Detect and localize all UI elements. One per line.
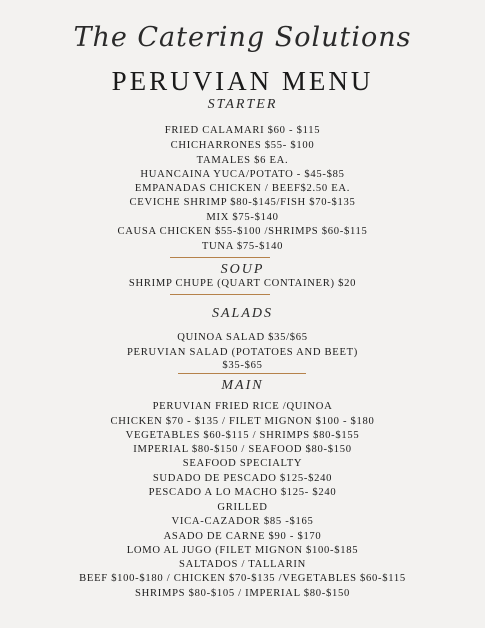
menu-item: HUANCAINA YUCA/POTATO - $45-$85 [140, 169, 345, 180]
menu-item: CAUSA CHICKEN $55-$100 /SHRIMPS $60-$115 [117, 226, 368, 237]
menu-item: SALTADOS / TALLARIN [179, 559, 306, 570]
menu-item: CHICHARRONES $55- $100 [170, 140, 315, 151]
section-heading-soup: SOUP [220, 262, 265, 277]
menu-item: LOMO AL JUGO (FILET MIGNON $100-$185 [126, 545, 359, 556]
menu-item: ASADO DE CARNE $90 - $170 [163, 531, 322, 542]
divider-rule [178, 373, 306, 374]
menu-item: CEVICHE SHRIMP $80-$145/FISH $70-$135 [129, 197, 356, 208]
menu-item: PESCADO A LO MACHO $125- $240 [148, 487, 337, 498]
menu-item: PERUVIAN FRIED RICE /QUINOA [152, 401, 333, 412]
menu-item: QUINOA SALAD $35/$65 [177, 332, 308, 343]
menu-item: SHRIMPS $80-$105 / IMPERIAL $80-$150 [135, 588, 350, 599]
divider-rule [170, 257, 270, 258]
menu-item: MIX $75-$140 [206, 212, 279, 223]
menu-title: PERUVIAN MENU [111, 66, 374, 96]
menu-item: VICA-CAZADOR $85 -$165 [171, 516, 314, 527]
menu-item: SUDADO DE PESCADO $125-$240 [152, 473, 333, 484]
menu-item: CHICKEN $70 - $135 / FILET MIGNON $100 - $180 [110, 416, 375, 427]
menu-item: VEGETABLES $60-$115 / SHRIMPS $80-$155 [125, 430, 360, 441]
section-heading-salads: SALADS [212, 306, 273, 321]
section-heading-starter: STARTER [207, 97, 278, 112]
menu-item: $35-$65 [222, 360, 263, 371]
divider-rule [170, 294, 270, 295]
brand-script-title: The Catering Solutions [73, 22, 412, 53]
section-heading-main: MAIN [221, 378, 264, 393]
menu-item: BEEF $100-$180 / CHICKEN $70-$135 /VEGETABLES $60-$115 [79, 573, 406, 584]
menu-item: PERUVIAN SALAD (POTATOES AND BEET) [126, 347, 359, 358]
menu-item: IMPERIAL $80-$150 / SEAFOOD $80-$150 [133, 444, 352, 455]
menu-item: SHRIMP CHUPE (QUART CONTAINER) $20 [128, 278, 357, 289]
menu-item: TAMALES $6 EA. [196, 155, 289, 166]
menu-item: TUNA $75-$140 [201, 241, 284, 252]
menu-item: GRILLED [217, 502, 268, 513]
menu-item: FRIED CALAMARI $60 - $115 [164, 125, 321, 136]
menu-item: SEAFOOD SPECIALTY [182, 458, 303, 469]
menu-item: EMPANADAS CHICKEN / BEEF$2.50 EA. [134, 183, 351, 194]
